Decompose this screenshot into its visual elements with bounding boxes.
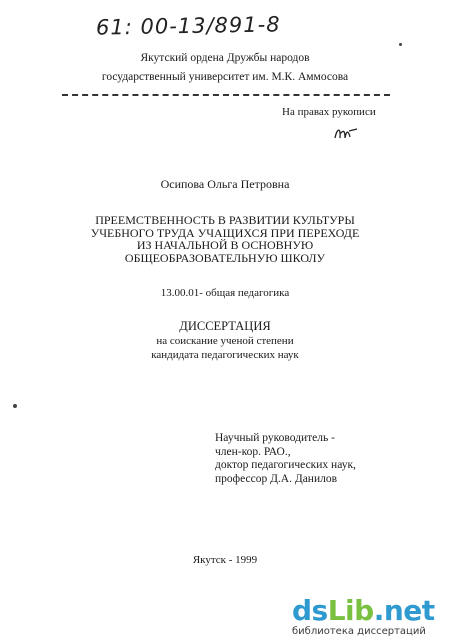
dslib-watermark[interactable] xyxy=(286,590,450,641)
supervisor-block xyxy=(215,432,356,486)
supervisor-line: член-кор. РАО., xyxy=(215,445,291,458)
logo-part-net: .net xyxy=(373,594,435,627)
scan-speck xyxy=(399,43,402,46)
registry-code-handwritten: 61: 00-13/891-8 xyxy=(95,12,281,40)
title-line: ОБЩЕОБРАЗОВАТЕЛЬНУЮ ШКОЛУ xyxy=(124,250,326,265)
handwritten-signature xyxy=(333,124,359,144)
header-divider xyxy=(62,94,390,96)
dslib-logo xyxy=(292,594,435,627)
city-year: Якутск - 1999 xyxy=(192,554,258,566)
watermark-caption: библиотека диссертаций xyxy=(292,626,426,637)
specialty-code: 13.00.01- общая педагогика xyxy=(160,287,290,299)
organization-line-1: Якутский ордена Дружбы народов xyxy=(140,52,310,64)
document-type: ДИССЕРТАЦИЯ xyxy=(179,319,271,333)
author-name: Осипова Ольга Петровна xyxy=(160,177,290,191)
dissertation-title xyxy=(0,214,450,264)
title-line: УЧЕБНОГО ТРУДА УЧАЩИХСЯ ПРИ ПЕРЕХОДЕ xyxy=(90,225,360,240)
title-line: ИЗ НАЧАЛЬНОЙ В ОСНОВНУЮ xyxy=(136,238,314,252)
degree-line-2: кандидата педагогических наук xyxy=(151,349,299,361)
scan-speck xyxy=(13,404,17,408)
supervisor-line: доктор педагогических наук, xyxy=(215,459,356,471)
manuscript-rights-note: На правах рукописи xyxy=(282,106,376,118)
title-line: ПРЕЕМСТВЕННОСТЬ В РАЗВИТИИ КУЛЬТУРЫ xyxy=(95,213,355,227)
degree-line-1: на соискание ученой степени xyxy=(156,335,294,347)
supervisor-line: Научный руководитель - xyxy=(215,432,335,444)
supervisor-line: профессор Д.А. Данилов xyxy=(215,472,338,485)
organization-line-2: государственный университет им. М.К. Аммосова xyxy=(101,71,349,83)
logo-part-ds: ds xyxy=(292,594,328,627)
logo-part-lib: Lib xyxy=(327,594,374,627)
